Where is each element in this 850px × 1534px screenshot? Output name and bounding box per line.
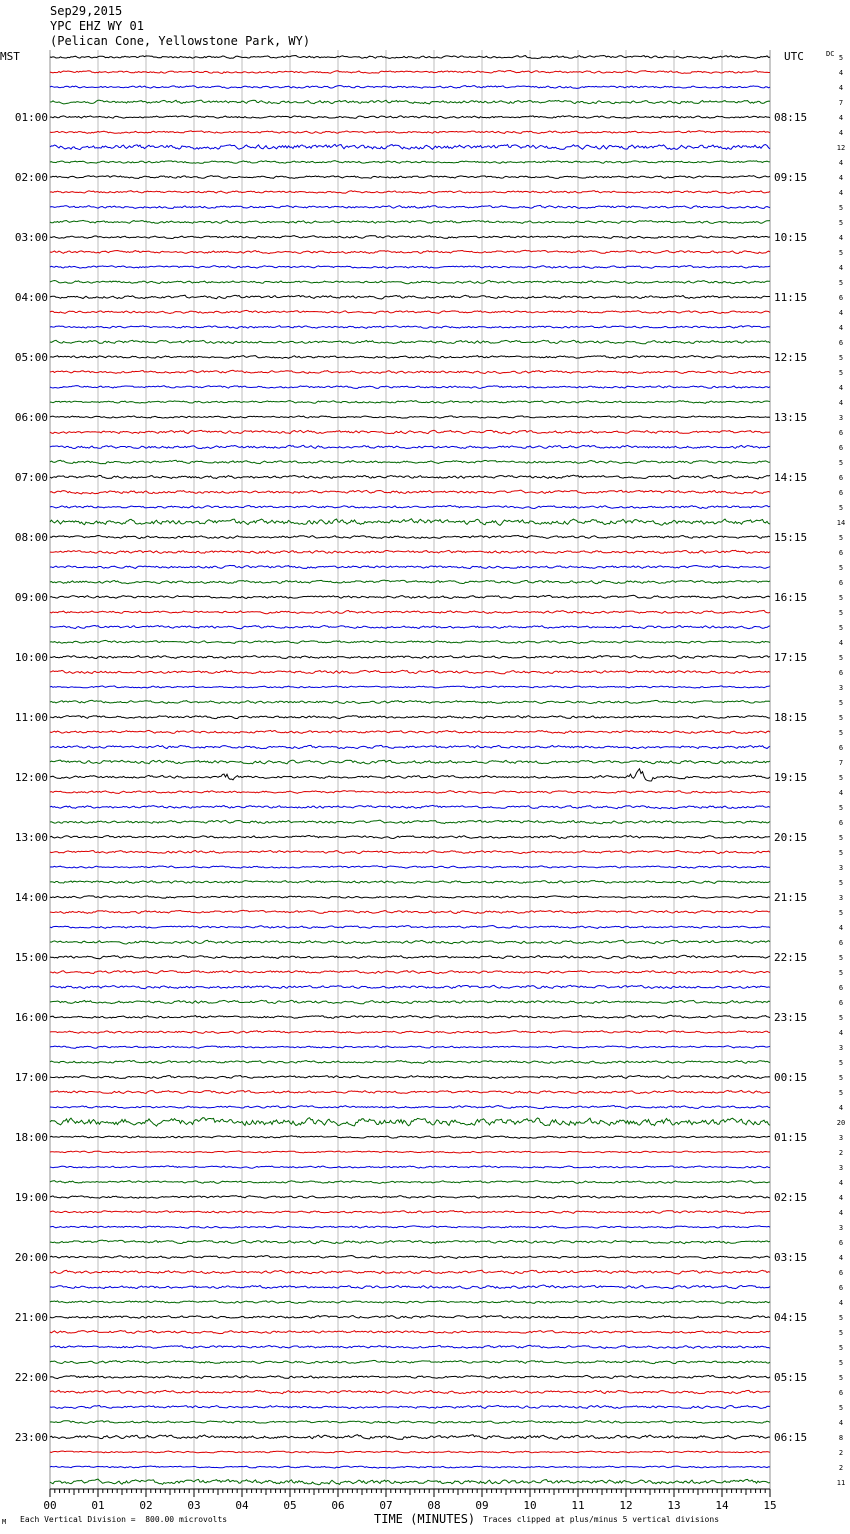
clip-note: Traces clipped at plus/minus 5 vertical divisions bbox=[483, 1515, 720, 1524]
utc-hour-label: 02:15 bbox=[774, 1191, 808, 1204]
seismic-trace bbox=[50, 730, 770, 733]
seismic-trace bbox=[50, 1331, 770, 1334]
seismic-trace bbox=[50, 926, 770, 929]
dc-offset-value: 5 bbox=[838, 804, 844, 812]
dc-offset-value: 6 bbox=[838, 1389, 844, 1397]
seismic-trace bbox=[50, 1345, 770, 1348]
mst-hour-label: 23:00 bbox=[14, 1431, 48, 1444]
utc-hour-label: 04:15 bbox=[774, 1311, 808, 1324]
seismic-trace bbox=[50, 760, 770, 764]
dc-offset-value: 14 bbox=[836, 519, 846, 527]
seismic-trace bbox=[50, 820, 770, 824]
seismic-trace bbox=[50, 1285, 770, 1289]
time-tick-label: 09 bbox=[475, 1499, 489, 1512]
mst-hour-label: 12:00 bbox=[14, 771, 48, 784]
dc-offset-value: 3 bbox=[838, 414, 844, 422]
dc-offset-value: 6 bbox=[838, 744, 844, 752]
seismic-trace bbox=[50, 1256, 770, 1259]
dc-offset-value: 5 bbox=[838, 1314, 844, 1322]
utc-hour-label: 06:15 bbox=[774, 1431, 808, 1444]
right-timezone-label: UTC bbox=[784, 50, 804, 63]
utc-hour-label: 03:15 bbox=[774, 1251, 808, 1264]
dc-offset-value: 2 bbox=[838, 1149, 844, 1157]
dc-offset-value: 6 bbox=[838, 1239, 844, 1247]
dc-offset-value: 5 bbox=[838, 534, 844, 542]
dc-offset-value: 7 bbox=[838, 99, 844, 107]
dc-offset-value: 6 bbox=[838, 339, 844, 347]
seismic-trace bbox=[50, 971, 770, 974]
seismic-trace bbox=[50, 191, 770, 194]
mst-hour-label: 05:00 bbox=[14, 351, 48, 364]
dc-offset-value: 5 bbox=[838, 1074, 844, 1082]
dc-offset-value: 2 bbox=[838, 1449, 844, 1457]
utc-hour-label: 01:15 bbox=[774, 1131, 808, 1144]
seismic-trace bbox=[50, 445, 770, 448]
mst-hour-label: 21:00 bbox=[14, 1311, 48, 1324]
dc-offset-value: 6 bbox=[838, 819, 844, 827]
dc-offset-value: 5 bbox=[838, 729, 844, 737]
seismic-trace bbox=[50, 1390, 770, 1393]
hour-labels bbox=[15, 54, 845, 1487]
dc-offset-value: 5 bbox=[838, 624, 844, 632]
dc-offset-value: 12 bbox=[836, 144, 846, 152]
utc-hour-label: 22:15 bbox=[774, 951, 808, 964]
seismic-trace bbox=[50, 866, 770, 868]
seismic-trace bbox=[50, 370, 770, 373]
seismic-trace bbox=[50, 1060, 770, 1063]
dc-offset-value: 6 bbox=[838, 444, 844, 452]
time-tick-label: 03 bbox=[187, 1499, 201, 1512]
seismic-trace bbox=[50, 580, 770, 584]
seismic-trace bbox=[50, 1196, 770, 1199]
utc-hour-label: 14:15 bbox=[774, 471, 808, 484]
mst-hour-label: 14:00 bbox=[14, 891, 48, 904]
seismic-trace bbox=[50, 56, 770, 59]
mst-hour-label: 03:00 bbox=[14, 231, 48, 244]
seismic-trace bbox=[50, 1406, 770, 1409]
seismic-trace bbox=[50, 1090, 770, 1093]
dc-offset-value: 5 bbox=[838, 564, 844, 572]
dc-offset-value: 4 bbox=[838, 399, 844, 407]
seismic-trace bbox=[50, 1118, 770, 1127]
seismic-trace bbox=[50, 1211, 770, 1214]
dc-offset-value: 6 bbox=[838, 1269, 844, 1277]
time-tick-label: 10 bbox=[523, 1499, 537, 1512]
seismic-trace bbox=[50, 955, 770, 959]
seismic-trace bbox=[50, 670, 770, 674]
dc-offset-value: 3 bbox=[838, 1164, 844, 1172]
dc-offset-value: 5 bbox=[838, 609, 844, 617]
seismic-trace bbox=[50, 851, 770, 854]
dc-offset-value: 5 bbox=[838, 369, 844, 377]
seismic-trace bbox=[50, 281, 770, 284]
dc-offset-value: 5 bbox=[838, 204, 844, 212]
dc-offset-value: 5 bbox=[838, 504, 844, 512]
utc-hour-label: 16:15 bbox=[774, 591, 808, 604]
dc-offset-value: 5 bbox=[838, 279, 844, 287]
seismic-trace bbox=[50, 910, 770, 913]
seismic-trace bbox=[50, 656, 770, 659]
dc-offset-value: 5 bbox=[838, 1344, 844, 1352]
dc-offset-value: 4 bbox=[838, 1299, 844, 1307]
corner-mark: M bbox=[2, 1518, 7, 1526]
seismic-trace bbox=[50, 1226, 770, 1228]
dc-offset-value: 5 bbox=[838, 1374, 844, 1382]
dc-offset-value: 3 bbox=[838, 864, 844, 872]
dc-offset-value: 3 bbox=[838, 1044, 844, 1052]
dc-offset-value: 8 bbox=[838, 1434, 844, 1442]
seismic-trace bbox=[50, 430, 770, 434]
mst-hour-label: 01:00 bbox=[14, 111, 48, 124]
dc-offset-value: 4 bbox=[838, 84, 844, 92]
mst-hour-label: 08:00 bbox=[14, 531, 48, 544]
mst-hour-label: 13:00 bbox=[14, 831, 48, 844]
seismic-trace bbox=[50, 295, 770, 299]
seismic-trace bbox=[50, 1421, 770, 1424]
seismic-trace bbox=[50, 1031, 770, 1034]
seismic-trace bbox=[50, 386, 770, 389]
seismic-trace bbox=[50, 716, 770, 719]
dc-offset-value: 7 bbox=[838, 759, 844, 767]
dc-offset-value: 4 bbox=[838, 1209, 844, 1217]
seismic-trace bbox=[50, 205, 770, 208]
dc-offset-value: 5 bbox=[838, 879, 844, 887]
dc-offset-value: 4 bbox=[838, 639, 844, 647]
dc-offset-value: 5 bbox=[838, 1089, 844, 1097]
mst-hour-label: 19:00 bbox=[14, 1191, 48, 1204]
time-tick-label: 12 bbox=[619, 1499, 633, 1512]
dc-offset-value: 4 bbox=[838, 789, 844, 797]
seismic-trace bbox=[50, 475, 770, 479]
dc-offset-value: 6 bbox=[838, 429, 844, 437]
dc-offset-value: 5 bbox=[838, 249, 844, 257]
dc-offset-value: 4 bbox=[838, 174, 844, 182]
seismic-trace bbox=[50, 1046, 770, 1048]
utc-hour-label: 20:15 bbox=[774, 831, 808, 844]
dc-offset-value: 3 bbox=[838, 894, 844, 902]
time-tick-label: 00 bbox=[43, 1499, 57, 1512]
seismic-trace bbox=[50, 326, 770, 329]
dc-offset-value: 4 bbox=[838, 264, 844, 272]
time-tick-label: 15 bbox=[763, 1499, 777, 1512]
dc-offset-value: 5 bbox=[838, 654, 844, 662]
seismic-trace bbox=[50, 1106, 770, 1109]
mst-hour-label: 22:00 bbox=[14, 1371, 48, 1384]
dc-offset-value: 5 bbox=[838, 699, 844, 707]
seismic-trace bbox=[50, 1076, 770, 1079]
dc-offset-value: 3 bbox=[838, 684, 844, 692]
dc-offset-value: 4 bbox=[838, 1194, 844, 1202]
dc-offset-value: 5 bbox=[838, 1014, 844, 1022]
dc-offset-value: 20 bbox=[836, 1119, 846, 1127]
dc-offset-value: 6 bbox=[838, 549, 844, 557]
seismic-trace bbox=[50, 71, 770, 74]
mst-hour-label: 02:00 bbox=[14, 171, 48, 184]
seismic-trace bbox=[50, 490, 770, 494]
dc-column-label: DC bbox=[826, 50, 835, 58]
time-tick-label: 04 bbox=[235, 1499, 249, 1512]
utc-hour-label: 13:15 bbox=[774, 411, 808, 424]
time-tick-label: 08 bbox=[427, 1499, 441, 1512]
dc-offset-value: 4 bbox=[838, 159, 844, 167]
dc-offset-value: 5 bbox=[838, 909, 844, 917]
dc-offset-value: 5 bbox=[838, 954, 844, 962]
dc-offset-value: 5 bbox=[838, 774, 844, 782]
utc-hour-label: 21:15 bbox=[774, 891, 808, 904]
seismic-trace bbox=[50, 1316, 770, 1319]
utc-hour-label: 23:15 bbox=[774, 1011, 808, 1024]
time-tick-label: 13 bbox=[667, 1499, 681, 1512]
seismic-trace bbox=[50, 640, 770, 643]
seismic-trace bbox=[50, 161, 770, 164]
dc-offset-value: 6 bbox=[838, 294, 844, 302]
dc-offset-value: 4 bbox=[838, 189, 844, 197]
seismic-trace bbox=[50, 266, 770, 269]
utc-hour-label: 10:15 bbox=[774, 231, 808, 244]
seismic-trace bbox=[50, 535, 770, 538]
seismic-trace bbox=[50, 769, 770, 781]
seismic-trace bbox=[50, 1000, 770, 1004]
dc-offset-value: 6 bbox=[838, 984, 844, 992]
dc-offset-value: 5 bbox=[838, 834, 844, 842]
seismic-trace bbox=[50, 506, 770, 509]
seismic-trace bbox=[50, 131, 770, 134]
dc-offset-value: 5 bbox=[838, 54, 844, 62]
mst-hour-label: 04:00 bbox=[14, 291, 48, 304]
utc-hour-label: 17:15 bbox=[774, 651, 808, 664]
dc-offset-value: 4 bbox=[838, 309, 844, 317]
dc-offset-value: 11 bbox=[836, 1479, 846, 1487]
time-tick-label: 11 bbox=[571, 1499, 585, 1512]
dc-offset-value: 6 bbox=[838, 579, 844, 587]
time-tick-label: 07 bbox=[379, 1499, 393, 1512]
time-tick-label: 06 bbox=[331, 1499, 345, 1512]
utc-hour-label: 19:15 bbox=[774, 771, 808, 784]
dc-offset-value: 3 bbox=[838, 1134, 844, 1142]
seismic-trace bbox=[50, 836, 770, 839]
dc-offset-value: 6 bbox=[838, 489, 844, 497]
mst-hour-label: 15:00 bbox=[14, 951, 48, 964]
dc-offset-value: 4 bbox=[838, 69, 844, 77]
dc-offset-value: 4 bbox=[838, 129, 844, 137]
mst-hour-label: 16:00 bbox=[14, 1011, 48, 1024]
seismic-trace bbox=[50, 610, 770, 613]
utc-hour-label: 11:15 bbox=[774, 291, 808, 304]
dc-offset-value: 4 bbox=[838, 1029, 844, 1037]
dc-offset-value: 6 bbox=[838, 1284, 844, 1292]
time-axis bbox=[43, 1489, 776, 1512]
time-tick-label: 14 bbox=[715, 1499, 729, 1512]
dc-offset-value: 6 bbox=[838, 474, 844, 482]
vertical-division-note: Each Vertical Division = 800.00 microvolts bbox=[20, 1515, 228, 1524]
seismic-trace bbox=[50, 805, 770, 808]
dc-offset-value: 5 bbox=[838, 1329, 844, 1337]
dc-offset-value: 5 bbox=[838, 1359, 844, 1367]
seismic-trace bbox=[50, 176, 770, 179]
dc-offset-value: 4 bbox=[838, 234, 844, 242]
seismic-trace bbox=[50, 86, 770, 89]
seismic-trace bbox=[50, 985, 770, 988]
dc-offset-value: 5 bbox=[838, 459, 844, 467]
dc-offset-value: 4 bbox=[838, 1104, 844, 1112]
seismic-trace bbox=[50, 356, 770, 359]
seismic-trace bbox=[50, 1360, 770, 1363]
dc-offset-value: 5 bbox=[838, 714, 844, 722]
dc-offset-value: 5 bbox=[838, 219, 844, 227]
station-label: YPC EHZ WY 01 bbox=[50, 19, 144, 33]
seismic-trace bbox=[50, 896, 770, 898]
seismic-trace bbox=[50, 1435, 770, 1440]
date-label: Sep29,2015 bbox=[50, 4, 123, 18]
seismic-trace bbox=[50, 1181, 770, 1184]
dc-offset-value: 6 bbox=[838, 999, 844, 1007]
dc-offset-value: 4 bbox=[838, 1419, 844, 1427]
dc-offset-value: 6 bbox=[838, 939, 844, 947]
utc-hour-label: 12:15 bbox=[774, 351, 808, 364]
seismic-trace bbox=[50, 1015, 770, 1018]
seismic-trace bbox=[50, 1270, 770, 1274]
seismic-trace bbox=[50, 1166, 770, 1168]
seismic-trace bbox=[50, 686, 770, 688]
seismic-trace bbox=[50, 940, 770, 944]
seismic-trace bbox=[50, 144, 770, 149]
dc-offset-value: 4 bbox=[838, 924, 844, 932]
mst-hour-label: 09:00 bbox=[14, 591, 48, 604]
dc-offset-value: 6 bbox=[838, 669, 844, 677]
seismic-trace bbox=[50, 1151, 770, 1153]
seismic-trace bbox=[50, 401, 770, 404]
seismic-trace bbox=[50, 1466, 770, 1468]
mst-hour-label: 07:00 bbox=[14, 471, 48, 484]
utc-hour-label: 18:15 bbox=[774, 711, 808, 724]
seismic-trace bbox=[50, 1375, 770, 1378]
utc-hour-label: 15:15 bbox=[774, 531, 808, 544]
seismic-trace bbox=[50, 250, 770, 253]
seismic-trace bbox=[50, 100, 770, 104]
utc-hour-label: 05:15 bbox=[774, 1371, 808, 1384]
time-tick-label: 05 bbox=[283, 1499, 297, 1512]
time-tick-label: 02 bbox=[139, 1499, 153, 1512]
seismic-trace bbox=[50, 881, 770, 884]
dc-offset-value: 4 bbox=[838, 384, 844, 392]
seismic-trace bbox=[50, 460, 770, 463]
mst-hour-label: 11:00 bbox=[14, 711, 48, 724]
seismic-trace bbox=[50, 1136, 770, 1139]
seismic-trace bbox=[50, 220, 770, 223]
seismic-trace bbox=[50, 626, 770, 629]
seismic-trace bbox=[50, 310, 770, 313]
seismic-trace bbox=[50, 565, 770, 568]
seismic-trace bbox=[50, 116, 770, 119]
dc-offset-value: 2 bbox=[838, 1464, 844, 1472]
mst-hour-label: 06:00 bbox=[14, 411, 48, 424]
mst-hour-label: 17:00 bbox=[14, 1071, 48, 1084]
dc-offset-value: 4 bbox=[838, 114, 844, 122]
mst-hour-label: 18:00 bbox=[14, 1131, 48, 1144]
left-timezone-label: MST bbox=[0, 50, 20, 63]
dc-offset-value: 5 bbox=[838, 1059, 844, 1067]
utc-hour-label: 00:15 bbox=[774, 1071, 808, 1084]
seismic-trace bbox=[50, 1479, 770, 1485]
seismic-trace bbox=[50, 595, 770, 598]
utc-hour-label: 08:15 bbox=[774, 111, 808, 124]
seismic-trace bbox=[50, 1240, 770, 1244]
seismic-trace bbox=[50, 700, 770, 703]
seismic-trace bbox=[50, 791, 770, 794]
dc-offset-value: 4 bbox=[838, 1179, 844, 1187]
dc-offset-value: 5 bbox=[838, 594, 844, 602]
location-label: (Pelican Cone, Yellowstone Park, WY) bbox=[50, 34, 311, 48]
utc-hour-label: 09:15 bbox=[774, 171, 808, 184]
dc-offset-value: 5 bbox=[838, 849, 844, 857]
time-tick-label: 01 bbox=[91, 1499, 105, 1512]
time-axis-title: TIME (MINUTES) bbox=[374, 1512, 476, 1526]
seismic-trace bbox=[50, 236, 770, 239]
dc-offset-value: 5 bbox=[838, 1404, 844, 1412]
mst-hour-label: 10:00 bbox=[14, 651, 48, 664]
dc-offset-value: 3 bbox=[838, 1224, 844, 1232]
dc-offset-value: 5 bbox=[838, 969, 844, 977]
dc-offset-value: 5 bbox=[838, 354, 844, 362]
seismic-trace bbox=[50, 745, 770, 748]
dc-offset-value: 4 bbox=[838, 324, 844, 332]
seismic-trace bbox=[50, 340, 770, 344]
seismic-trace bbox=[50, 416, 770, 418]
mst-hour-label: 20:00 bbox=[14, 1251, 48, 1264]
seismic-trace bbox=[50, 519, 770, 526]
seismic-trace bbox=[50, 1301, 770, 1304]
seismic-trace bbox=[50, 1451, 770, 1453]
dc-offset-value: 4 bbox=[838, 1254, 844, 1262]
seismic-trace bbox=[50, 550, 770, 553]
seismic-traces bbox=[50, 56, 770, 1485]
